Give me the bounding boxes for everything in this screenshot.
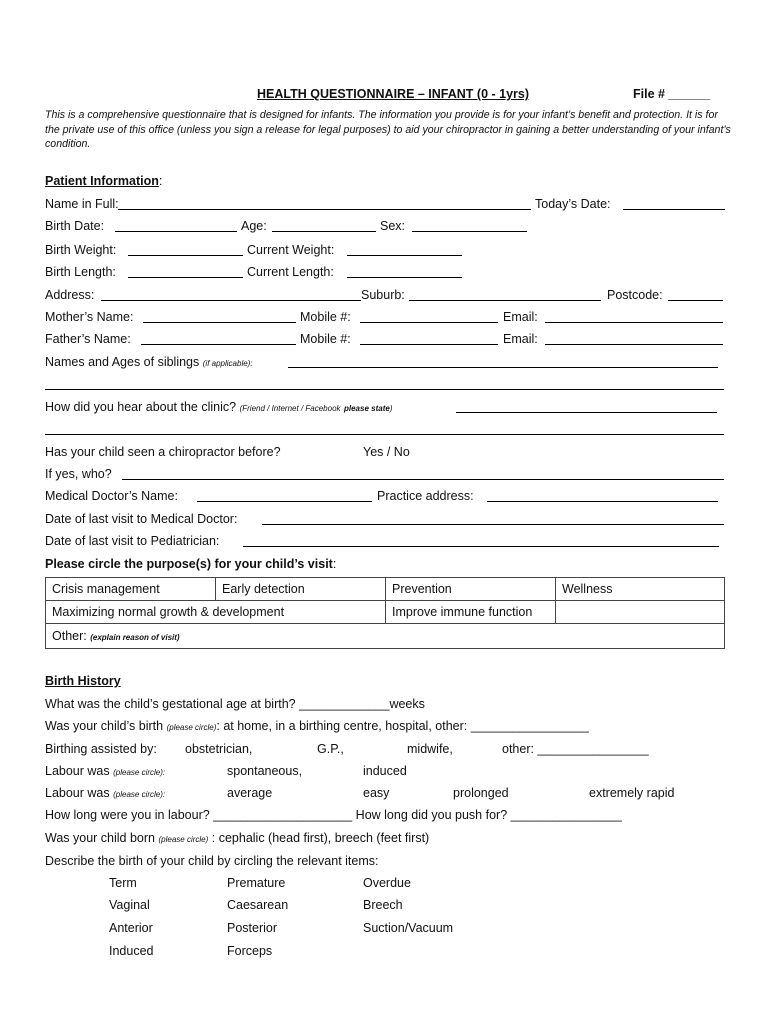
father-mobile-field[interactable] bbox=[360, 344, 498, 345]
assisted-option[interactable]: obstetrician, bbox=[185, 742, 253, 756]
sex-label: Sex: bbox=[380, 219, 406, 233]
last-md-visit-field[interactable] bbox=[262, 524, 724, 525]
md-name-label: Medical Doctor’s Name: bbox=[45, 489, 178, 503]
birth-length-label: Birth Length: bbox=[45, 265, 116, 279]
labour-duration-question[interactable]: How long were you in labour? ____________________ How long did you push for? ________________ bbox=[45, 808, 622, 822]
birth-item-breech[interactable]: Breech bbox=[363, 898, 403, 912]
siblings-label: Names and Ages of siblings (if applicable): bbox=[45, 355, 253, 369]
labour-option[interactable]: induced bbox=[363, 764, 407, 778]
birth-weight-field[interactable] bbox=[128, 255, 243, 256]
current-length-field[interactable] bbox=[347, 277, 462, 278]
last-ped-visit-field[interactable] bbox=[243, 546, 719, 547]
birth-date-label: Birth Date: bbox=[45, 219, 105, 233]
father-email-label: Email: bbox=[503, 332, 538, 346]
practice-address-field[interactable] bbox=[487, 501, 718, 502]
mother-email-label: Email: bbox=[503, 310, 538, 324]
purpose-early-detection[interactable]: Early detection bbox=[216, 578, 386, 601]
practice-address-label: Practice address: bbox=[377, 489, 474, 503]
hear-about-field[interactable] bbox=[456, 412, 717, 413]
birth-item-caesarean[interactable]: Caesarean bbox=[227, 898, 289, 912]
purpose-empty-cell bbox=[556, 601, 725, 624]
birth-history-heading: Birth History bbox=[45, 674, 121, 688]
labour-pace-option[interactable]: extremely rapid bbox=[589, 786, 675, 800]
file-number-label: File # ______ bbox=[633, 87, 711, 101]
suburb-label: Suburb: bbox=[361, 288, 405, 302]
last-ped-visit-label: Date of last visit to Pediatrician: bbox=[45, 534, 220, 548]
intro-paragraph: This is a comprehensive questionnaire that is designed for infants. The information you provide is for your infant’s benefit and protection. It is for the private use of this office (unless you sign a release for legal purposes) to aid your chiropractor in gaining a better understanding of your infant’s condition. bbox=[45, 109, 731, 150]
purpose-maximizing-growth[interactable]: Maximizing normal growth & development bbox=[46, 601, 386, 624]
form-title: HEALTH QUESTIONNAIRE – INFANT (0 - 1yrs) bbox=[257, 87, 530, 101]
labour-pace-option[interactable]: prolonged bbox=[453, 786, 509, 800]
sex-field[interactable] bbox=[412, 231, 527, 232]
yes-no-options[interactable]: Yes / No bbox=[363, 445, 410, 459]
birth-item-forceps[interactable]: Forceps bbox=[227, 944, 273, 958]
md-name-field[interactable] bbox=[197, 501, 372, 502]
labour-label-2: Labour was (please circle): bbox=[45, 786, 166, 800]
purpose-table bbox=[45, 577, 725, 649]
purpose-row bbox=[46, 624, 725, 649]
address-label: Address: bbox=[45, 288, 95, 302]
born-position-question[interactable]: Was your child born (please circle) : cephalic (head first), breech (feet first) bbox=[45, 831, 430, 845]
birth-item-premature[interactable]: Premature bbox=[227, 876, 286, 890]
mother-email-field[interactable] bbox=[545, 322, 723, 323]
seen-chiro-label: Has your child seen a chiropractor before? bbox=[45, 445, 281, 459]
if-yes-label: If yes, who? bbox=[45, 467, 112, 481]
purpose-improve-immune[interactable]: Improve immune function bbox=[386, 601, 556, 624]
age-label: Age: bbox=[241, 219, 267, 233]
current-weight-label: Current Weight: bbox=[247, 243, 335, 257]
assisted-option[interactable]: midwife, bbox=[407, 742, 453, 756]
labour-pace-option[interactable]: easy bbox=[363, 786, 390, 800]
siblings-field-line-2[interactable] bbox=[45, 389, 724, 390]
birth-item-anterior[interactable]: Anterior bbox=[109, 921, 153, 935]
purpose-prevention[interactable]: Prevention bbox=[386, 578, 556, 601]
patient-info-heading: Patient Information: bbox=[45, 174, 163, 188]
hear-about-label: How did you hear about the clinic? (Friend / Internet / Facebook please state) bbox=[45, 400, 393, 414]
birth-item-vaginal[interactable]: Vaginal bbox=[109, 898, 150, 912]
father-email-field[interactable] bbox=[545, 344, 723, 345]
suburb-field[interactable] bbox=[409, 300, 601, 301]
birth-item-overdue[interactable]: Overdue bbox=[363, 876, 411, 890]
siblings-field[interactable] bbox=[288, 367, 718, 368]
birth-item-induced[interactable]: Induced bbox=[109, 944, 154, 958]
birth-place-question[interactable]: Was your child’s birth (please circle): at home, in a birthing centre, hospital, other: _________________ bbox=[45, 719, 589, 733]
birth-item-posterior[interactable]: Posterior bbox=[227, 921, 278, 935]
purpose-other[interactable]: Other: (explain reason of visit) bbox=[46, 624, 725, 649]
age-field[interactable] bbox=[272, 231, 376, 232]
purpose-row bbox=[46, 601, 725, 624]
purpose-wellness[interactable]: Wellness bbox=[556, 578, 725, 601]
birth-date-field[interactable] bbox=[115, 231, 237, 232]
birth-item-term[interactable]: Term bbox=[109, 876, 137, 890]
purpose-crisis-management[interactable]: Crisis management bbox=[46, 578, 216, 601]
labour-option[interactable]: spontaneous, bbox=[227, 764, 303, 778]
mother-name-label: Mother’s Name: bbox=[45, 310, 134, 324]
labour-label: Labour was (please circle): bbox=[45, 764, 166, 778]
last-md-visit-label: Date of last visit to Medical Doctor: bbox=[45, 512, 238, 526]
assisted-option[interactable]: G.P., bbox=[317, 742, 344, 756]
current-length-label: Current Length: bbox=[247, 265, 334, 279]
todays-date-field[interactable] bbox=[623, 209, 725, 210]
birth-weight-label: Birth Weight: bbox=[45, 243, 117, 257]
father-mobile-label: Mobile #: bbox=[300, 332, 351, 346]
labour-pace-option[interactable]: average bbox=[227, 786, 273, 800]
father-name-field[interactable] bbox=[141, 344, 296, 345]
name-label: Name in Full: bbox=[45, 197, 119, 211]
mother-name-field[interactable] bbox=[143, 322, 296, 323]
gestational-age-label[interactable]: What was the child’s gestational age at birth? _____________weeks bbox=[45, 697, 425, 711]
current-weight-field[interactable] bbox=[347, 255, 462, 256]
describe-birth-label: Describe the birth of your child by circling the relevant items: bbox=[45, 854, 379, 868]
father-name-label: Father’s Name: bbox=[45, 332, 131, 346]
assisted-by-label: Birthing assisted by: bbox=[45, 742, 157, 756]
mother-mobile-field[interactable] bbox=[360, 322, 498, 323]
if-yes-field[interactable] bbox=[122, 479, 724, 480]
hear-about-field-line-2[interactable] bbox=[45, 434, 724, 435]
birth-item-suction-vacuum[interactable]: Suction/Vacuum bbox=[363, 921, 454, 935]
address-field[interactable] bbox=[101, 300, 361, 301]
name-field[interactable] bbox=[118, 209, 531, 210]
postcode-label: Postcode: bbox=[607, 288, 663, 302]
assisted-option[interactable]: other: ________________ bbox=[502, 742, 649, 756]
purpose-heading: Please circle the purpose(s) for your child’s visit: bbox=[45, 557, 337, 571]
birth-length-field[interactable] bbox=[128, 277, 243, 278]
postcode-field[interactable] bbox=[668, 300, 723, 301]
purpose-row bbox=[46, 578, 725, 601]
todays-date-label: Today’s Date: bbox=[535, 197, 611, 211]
mother-mobile-label: Mobile #: bbox=[300, 310, 351, 324]
